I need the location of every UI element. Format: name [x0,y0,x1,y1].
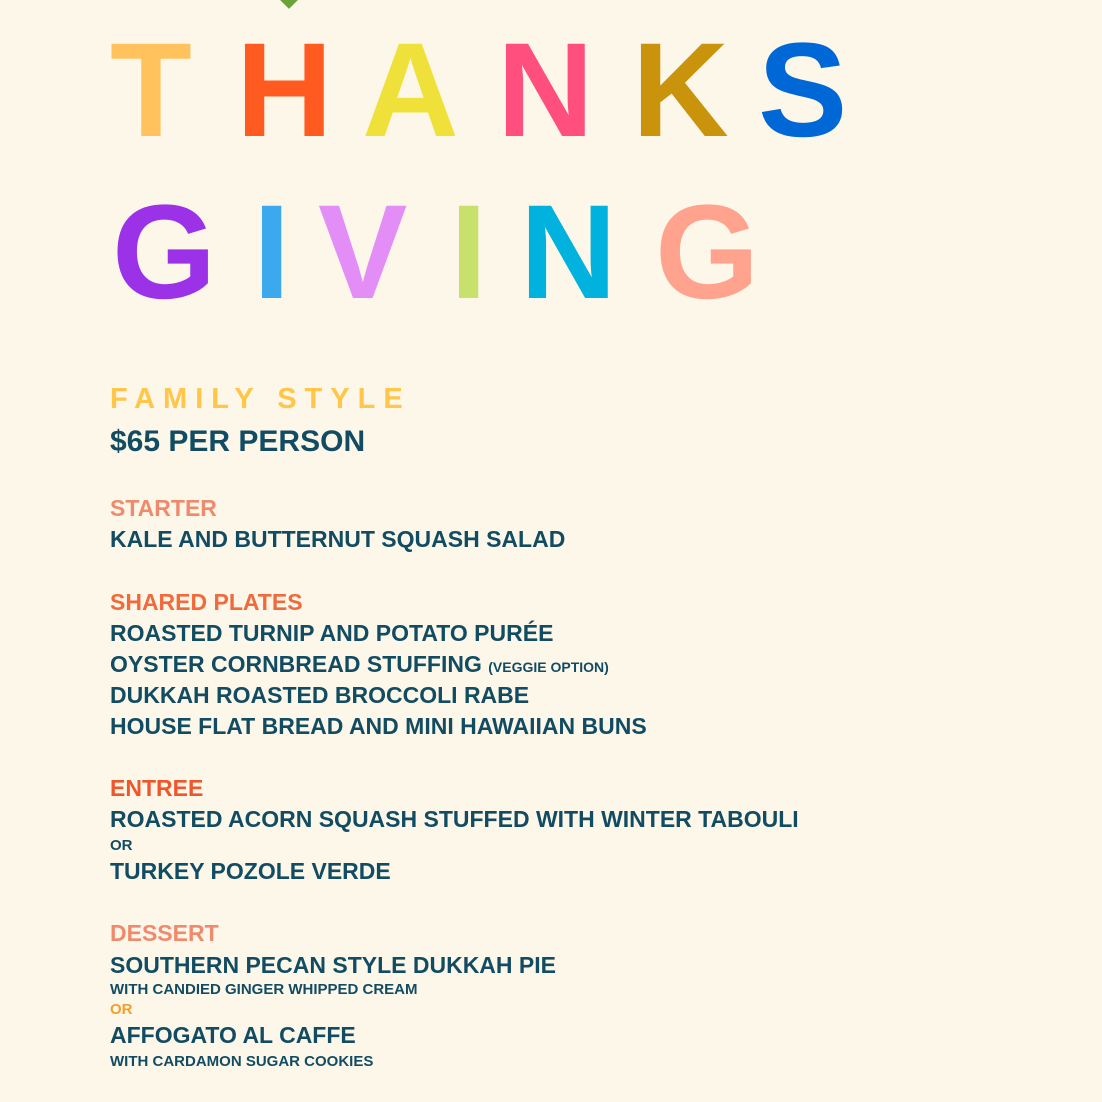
shared-plate-item: HOUSE FLAT BREAD AND MINI HAWAIIAN BUNS [110,713,647,739]
dessert-option: SOUTHERN PECAN STYLE DUKKAH PIE [110,952,556,978]
dessert-option-note: WITH CANDIED GINGER WHIPPED CREAM [110,981,418,998]
veggie-option-note: (VEGGIE OPTION) [488,659,609,675]
shared-plates-label: SHARED PLATES [110,589,303,615]
entree-label: ENTREE [110,775,204,801]
title-line-thanks [0,16,1102,165]
title-letter: G [112,178,217,327]
starter-label: STARTER [110,495,217,521]
entree-option: ROASTED ACORN SQUASH STUFFED WITH WINTER TABOULI [110,806,799,832]
title-letter: G [655,178,760,327]
dessert-option-note: WITH CARDAMON SUGAR COOKIES [110,1053,374,1070]
title-letter: I [450,178,488,327]
shared-plate-item-with-note [110,650,609,681]
family-style-label: FAMILY STYLE [110,383,411,415]
entree-or: OR [110,837,133,854]
title-letter: A [362,16,459,165]
title-letter: I [253,178,291,327]
dessert-label: DESSERT [110,920,219,946]
leaf-icon [279,0,299,9]
shared-plate-item: DUKKAH ROASTED BROCCOLI RABE [110,682,530,708]
title-letter: N [497,16,594,165]
dessert-or: OR [110,1001,133,1018]
title-letter: S [758,16,848,165]
shared-plate-item: OYSTER CORNBREAD STUFFING [110,651,482,677]
title-letter: N [520,178,617,327]
title-letter: V [318,178,408,327]
price-per-person: $65 PER PERSON [110,425,366,458]
dessert-option: AFFOGATO AL CAFFE [110,1022,356,1048]
title-letter: K [632,16,729,165]
shared-plate-item: ROASTED TURNIP AND POTATO PURÉE [110,620,554,646]
starter-item: KALE AND BUTTERNUT SQUASH SALAD [110,526,566,552]
title-letter: H [236,16,333,165]
title-letter: T [110,16,192,165]
title-line-giving [0,178,1102,327]
entree-option: TURKEY POZOLE VERDE [110,858,391,884]
